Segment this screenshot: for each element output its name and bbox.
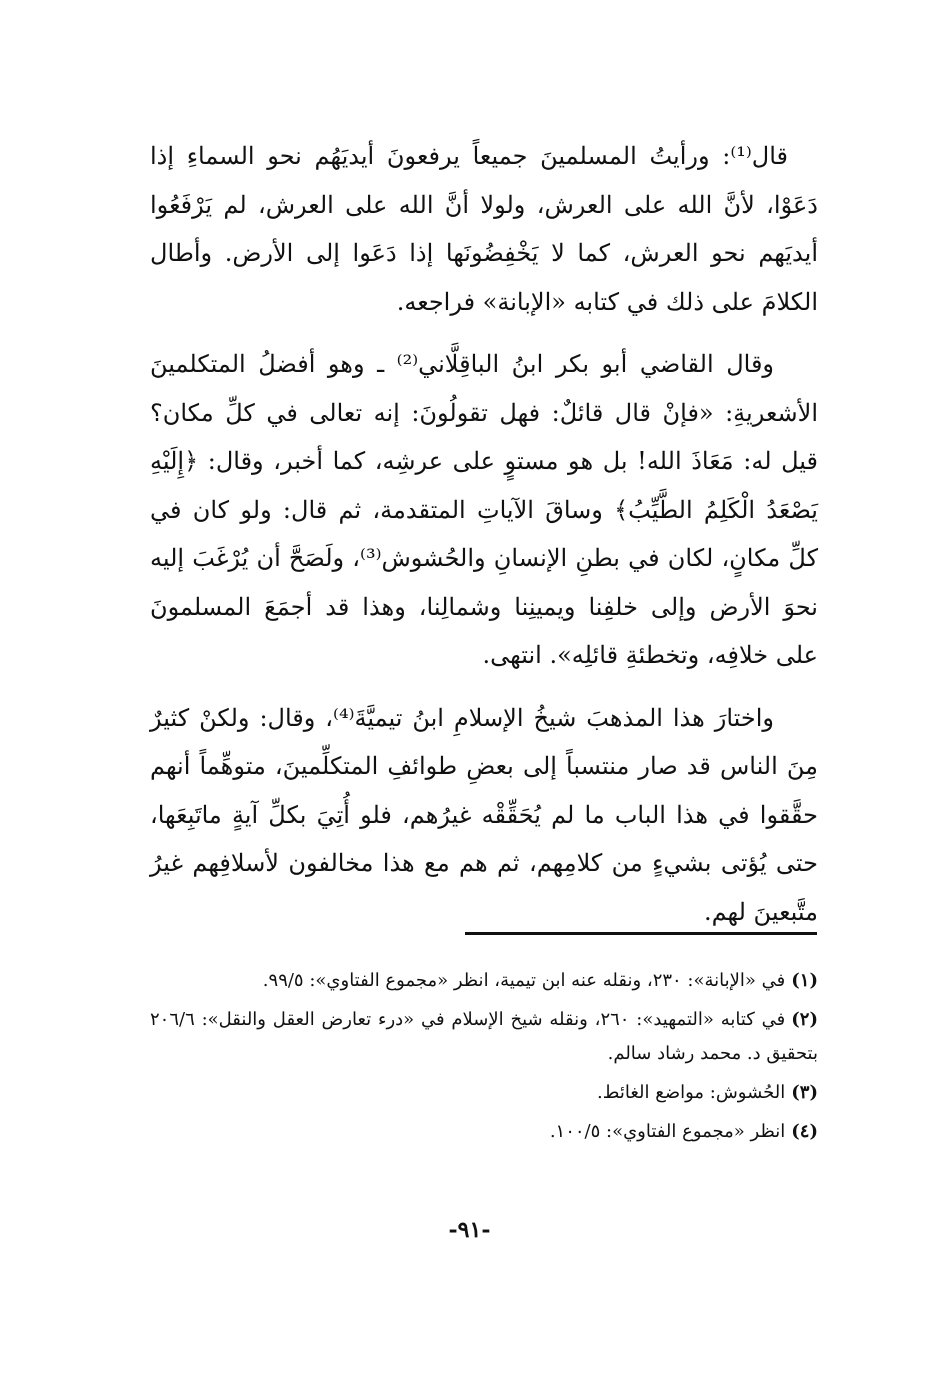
footnote-4 (150, 1115, 818, 1149)
footnote-text: في «الإبانة»: ٢٣٠، ونقله عنه ابن تيمية، انظر «مجموع الفتاوي»: ٩٩/٥. (262, 970, 786, 991)
footnote-number: (١) (791, 970, 818, 991)
footnote-text: في كتابه «التمهيد»: ٢٦٠، ونقله شيخ الإسلام في «درء تعارض العقل والنقل»: ٢٠٦/٦ بتحقيق د. محمد رشاد سالم. (150, 1009, 818, 1064)
paragraph-2: وقال القاضي أبو بكر ابنُ الباقِلَّاني⁽²⁾ ـ وهو أفضلُ المتكلمينَ الأشعريةِ: «فإنْ قال قائلٌ: فهل تقولُونَ: إنه تعالى في كلِّ مكان؟ قيل له: مَعَاذَ الله! بل هو مستوٍ على عرشِه، كما أخبر، وقال: ﴿إِلَيْهِ يَصْعَدُ الْكَلِمُ الطَّيِّبُ﴾ وساقَ الآياتِ المتقدمة، ثم قال: ولو كان في كلِّ مكانٍ، لكان في بطنِ الإنسانِ والحُشوش⁽³⁾، ولَصَحَّ أن يُرْغَبَ إليه نحوَ الأرض وإلى خلفِنا ويمينِنا وشمالِنا، وهذا قد أجمَعَ المسلمونَ على خلافِه، وتخطئةِ قائلِه». انتهى. (150, 350, 818, 669)
footnote-1 (150, 964, 818, 998)
footnote-number: (٢) (791, 1009, 818, 1030)
footnote-2 (150, 1003, 818, 1071)
footnote-text: انظر «مجموع الفتاوي»: ١٠٠/٥. (549, 1121, 786, 1142)
footnote-number: (٤) (791, 1121, 818, 1142)
footnote-3 (150, 1076, 818, 1110)
main-text (150, 132, 818, 950)
footnote-separator (465, 932, 817, 935)
footnote-text: الحُشوش: مواضع الغائط. (597, 1082, 786, 1103)
page-number: -٩١- (448, 1217, 491, 1243)
footnote-number: (٣) (791, 1082, 818, 1103)
footnotes (150, 964, 818, 1154)
paragraph-1: قال⁽¹⁾: ورأيتُ المسلمينَ جميعاً يرفعونَ أيديَهُم نحو السماءِ إذا دَعَوْا، لأنَّ الله على العرش، ولولا أنَّ الله على العرش، لم يَرْفَعُوا أيديَهم نحو العرش، كما لا يَخْفِضُونَها إذا دَعَوا إلى الأرض. وأطال الكلامَ على ذلك في كتابه «الإبانة» فراجعه. (150, 142, 818, 316)
paragraph-3: واختارَ هذا المذهبَ شيخُ الإسلامِ ابنُ تيميَّةَ⁽⁴⁾، وقال: ولكنْ كثيرٌ مِنَ الناس قد صار منتسباً إلى بعضِ طوائفِ المتكلِّمينَ، متوهِّماً أنهم حقَّقوا في هذا الباب ما لم يُحَقِّقْه غيرُهم، فلو أُتِيَ بكلِّ آيةٍ ماتَبِعَها، حتى يُؤتى بشيءٍ من كلامِهم، ثم هم مع هذا مخالفون لأسلافِهم غيرُ متَّبعينَ لهم. (150, 703, 818, 926)
